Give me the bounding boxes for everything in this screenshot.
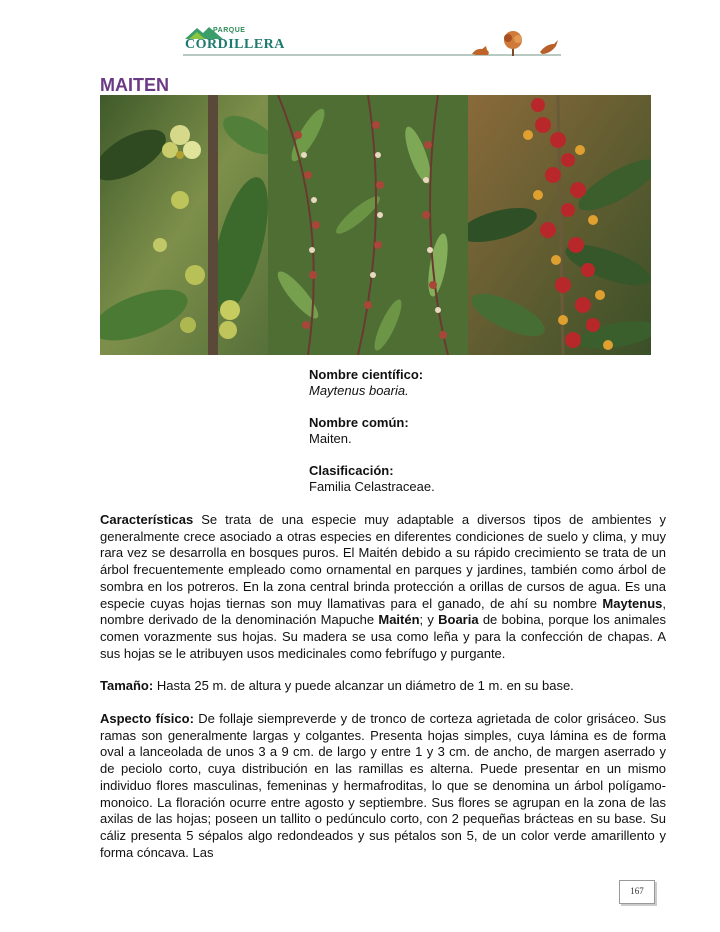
common-name-value: Maiten.: [309, 431, 352, 446]
parque-cordillera-logo: [183, 26, 285, 56]
classification-label: Clasificación:: [309, 463, 394, 478]
tamano-label: Tamaño:: [100, 678, 154, 694]
page-number: 167: [619, 880, 655, 904]
logo-main-text: CORDILLERA: [185, 37, 285, 52]
common-name-label: Nombre común:: [309, 415, 409, 430]
fruits-image: [468, 95, 651, 355]
caracteristicas-paragraph: Características Se trata de una especie muy adaptable a diversos tipos de ambientes y generalmente crece asociado a otras especies en diferentes condiciones de suelo y clima, y muy rara vez se desarrolla en bosques puros. El Maitén debido a su rápido crecimiento se trata de un árbol frecuentemente empleado como ornamental en parques y jardines, también como árbol de sombra en los potreros. En la zona central brinda protección a orillas de cursos de agua. Es una especie cuyas hojas tiernas son muy llamativas para el ganado, de ahí su nombre Maytenus, nombre derivado de la denominación Mapuche Maitén; y Boaria de bobina, porque los animales comen vorazmente sus hojas. Su madera se usa como leña y para la confección de chapas. A sus hojas se le atribuyen usos medicinales como febrífugo y purgante.: [100, 512, 666, 661]
page-title: MAITEN: [100, 75, 169, 95]
caracteristicas-label: Características: [100, 512, 194, 527]
aspecto-paragraph: Aspecto físico: De follaje siempreverde y de tronco de corteza agrietada de color grisáceo. Sus ramas son generalmente largas y colgantes. Presenta hojas simples, cuya lámina es de forma oval a lanceolada de unos 3 a 9 cm. de largo y entre 1 y 3 cm. de ancho, de margen aserrado y de peciolo corto, cuya distribución en las ramillas es alterna. Puede presentar en un mismo individuo flores masculinas, femeninas y hermafroditas, lo que se denomina un árbol polígamo-monoico. La floración ocurre entre agosto y septiembre. Sus flores se agrupan en la zona de las axilas de las hojas; poseen un tallito o pedúnculo corto, con 2 pequeñas brácteas en su base. Su cáliz presenta 5 sépalos algo redondeados y sus pétalos son 5, de un color verde amarillento y forma cóncava. Las: [100, 711, 666, 860]
species-info: [309, 367, 435, 495]
aspecto-label: Aspecto físico:: [100, 711, 194, 727]
photo-flowers: [100, 95, 268, 355]
photo-fruits: [468, 95, 651, 355]
logo-small-text: PARQUE: [213, 27, 246, 34]
body-text: [100, 512, 666, 877]
page-header: [0, 0, 720, 70]
fauna-tree-icon: [470, 30, 562, 58]
tamano-paragraph: Tamaño: Hasta 25 m. de altura y puede alcanzar un diámetro de 1 m. en su base.: [100, 678, 574, 694]
branches-image: [268, 95, 468, 355]
scientific-name-label: Nombre científico:: [309, 367, 424, 382]
photo-branches: [268, 95, 468, 355]
scientific-name-value: Maytenus boaria.: [309, 383, 409, 398]
classification-value: Familia Celastraceae.: [309, 479, 435, 494]
flowers-image: [100, 95, 268, 355]
